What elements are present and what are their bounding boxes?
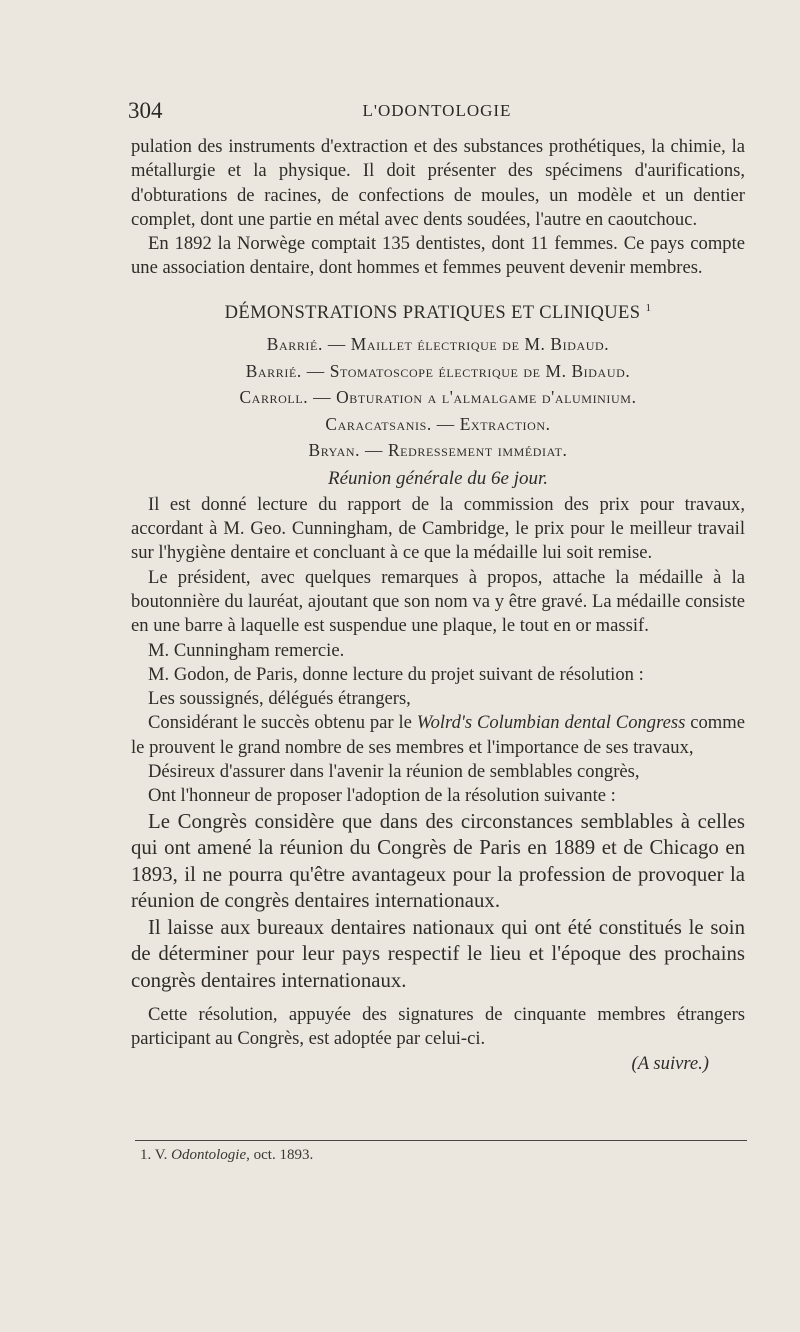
paragraph: M. Godon, de Paris, donne lecture du projet suivant de résolution :	[148, 663, 644, 685]
demonstration-item: Caracatsanis. — Extraction.	[325, 413, 551, 434]
paragraph: pulation des instruments d'extraction et des substances prothétiques, la chimie, la métallurgie et la physique. Il doit présenter des spécimens d'aurifications, d'obturations de racines, de confections de moules, un modèle et un dentier complet, dont une partie en métal avec dents soudées, l'autre en caoutchouc.	[131, 136, 745, 230]
footnote-marker: 1	[645, 301, 652, 314]
footnote-date: , oct. 1893.	[246, 1147, 314, 1163]
page-number: 304	[128, 98, 163, 123]
paragraph: Cette résolution, appuyée des signatures de cinquante membres étrangers participant au Congrès, est adoptée par celui-ci.	[131, 1004, 745, 1050]
demonstration-item: Bryan. — Redressement immédiat.	[308, 440, 568, 461]
demonstration-item: Carroll. — Obturation a l'almalgame d'aluminium.	[239, 387, 637, 408]
section-heading	[131, 296, 745, 325]
page-header	[128, 98, 746, 128]
congress-name: Wolrd's Columbian dental Congress	[416, 712, 686, 734]
footnote-prefix: V.	[154, 1147, 172, 1163]
paragraph: Il est donné lecture du rapport de la commission des prix pour travaux, accordant à M. Geo. Cunningham, de Cambridge, le prix pour le meilleur travail sur l'hygiène dentaire et concluant à ce que la médaille lui soit remise.	[131, 493, 745, 564]
section-heading-text: DÉMONSTRATIONS PRATIQUES ET CLINIQUES	[224, 302, 641, 323]
footnote-rule	[135, 1140, 747, 1141]
demonstration-item: Barrié. — Maillet électrique de M. Bidaud.	[266, 334, 610, 355]
resolution-paragraph: Le Congrès considère que dans des circonstances semblables à celles qui ont amené la réunion du Congrès de Paris en 1889 et de Chicago en 1893, il ne pourra qu'être avantageux pour la profession de provoquer la réunion de congrès dentaires internationaux.	[131, 809, 745, 913]
paragraph: Le président, avec quelques remarques à propos, attache la médaille à la boutonnière du lauréat, ajoutant que son nom va y être gravé. La médaille consiste en une barre à laquelle est suspendue une plaque, le tout en or massif.	[131, 566, 745, 637]
paragraph-text: comme le prouvent le grand nombre de ses membres et l'importance de ses travaux,	[131, 712, 745, 758]
paragraph	[131, 711, 745, 760]
paragraph: Désireux d'assurer dans l'avenir la réunion de semblables congrès,	[148, 761, 640, 782]
demonstration-item: Barrié. — Stomatoscope électrique de M. Bidaud.	[245, 360, 631, 381]
paragraph: Ont l'honneur de proposer l'adoption de la résolution suivante :	[148, 785, 616, 807]
footnote	[140, 1147, 313, 1164]
paragraph: Les soussignés, délégués étrangers,	[148, 688, 411, 710]
journal-title: Odontologie	[171, 1147, 247, 1163]
running-title: L'ODONTOLOGIE	[362, 101, 512, 120]
meeting-subheading: Réunion générale du 6e jour.	[327, 467, 549, 489]
paragraph: En 1892 la Norwège comptait 135 dentistes, dont 11 femmes. Ce pays compte une association dentaire, dont hommes et femmes peuvent devenir membres.	[131, 233, 745, 279]
paragraph: M. Cunningham remercie.	[148, 639, 345, 661]
continued-note: (A suivre.)	[631, 1052, 709, 1074]
footnote-number: 1.	[140, 1147, 152, 1163]
resolution-paragraph: Il laisse aux bureaux dentaires nationaux qui ont été constitués le soin de déterminer pour leur pays respectif le lieu et l'époque des prochains congrès dentaires internationaux.	[131, 915, 745, 992]
paragraph-text: Considérant le succès obtenu par le	[148, 712, 417, 734]
body-text	[131, 135, 745, 1076]
